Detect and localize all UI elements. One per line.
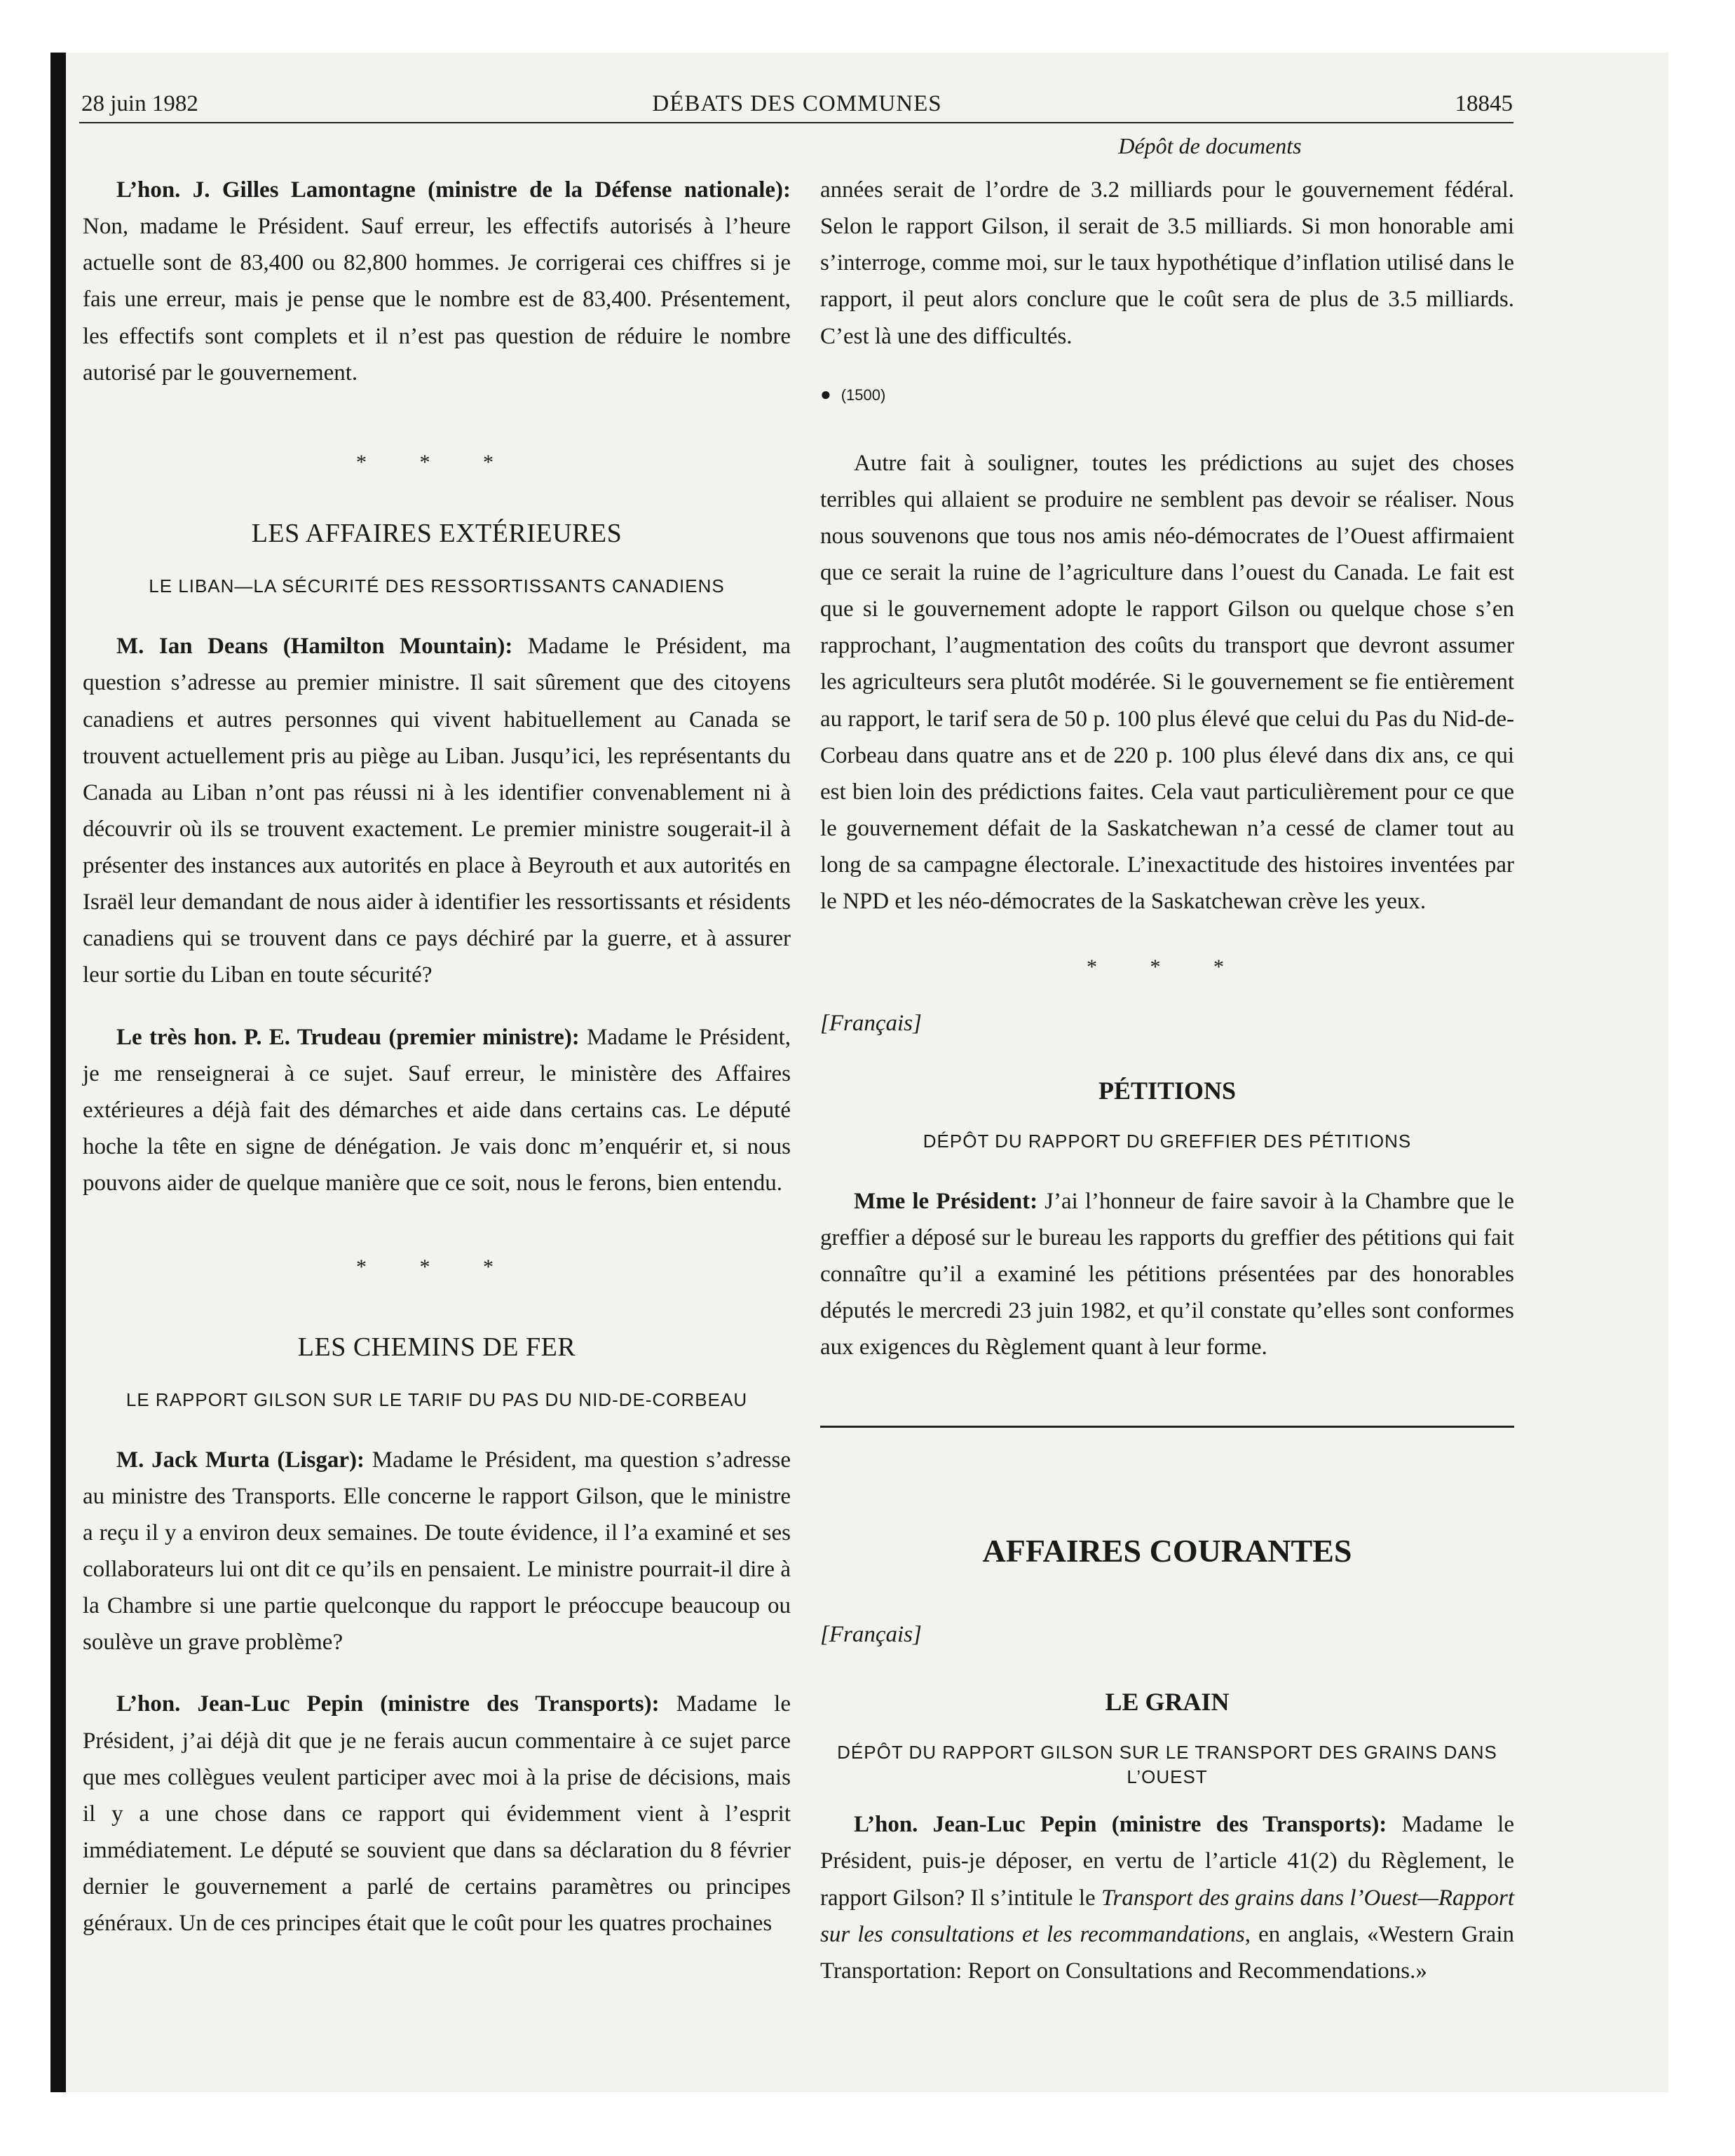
paragraph bbox=[83, 1442, 791, 1661]
subsection-heading: DÉPÔT DU RAPPORT DU GREFFIER DES PÉTITIONS bbox=[923, 1130, 1412, 1152]
section-heading: LE GRAIN bbox=[1105, 1688, 1230, 1717]
speech-text: Madame le Président, puis-je déposer, en vertu de l’article 41(2) du Règlement, le rapport Gilson? Il s’intitule le bbox=[820, 1812, 1514, 1911]
paragraph bbox=[83, 1019, 791, 1202]
speech-text: , en anglais, «Western Grain Transportation: Report on Consultations and Recommendations.» bbox=[820, 1921, 1514, 1984]
bullet-icon: ● bbox=[820, 383, 831, 404]
left-column bbox=[83, 172, 791, 1942]
speaker-name: Le très hon. P. E. Trudeau (premier ministre): bbox=[116, 1024, 580, 1050]
section-heading: LES CHEMINS DE FER bbox=[297, 1332, 576, 1362]
document-title: Transport des grains dans l’Ouest—Rapport sur les consultations et les recommandations bbox=[820, 1885, 1514, 1947]
speech-text: J’ai l’honneur de faire savoir à la Chambre que le greffier a déposé sur le bureau les rapports du greffier des pétitions qui fait connaître qu’il a examiné les pétitions présentées par des honorables députés le mercredi 23 juin 1982, et qu’il constate qu’elles sont conformes aux exigences du Règlement quant à leur forme. bbox=[820, 1188, 1514, 1360]
language-marker: [Français] bbox=[820, 1010, 922, 1036]
section-heading: LES AFFAIRES EXTÉRIEURES bbox=[251, 519, 622, 549]
speech-text: Madame le Président, je me renseignerai à ce sujet. Sauf erreur, le ministère des Affaires extérieures a déjà fait des démarches et aide dans certains cas. Le député hoche la tête en signe de dénégation. Je vais donc m’enquérir et, si nous pouvons aider de quelque manière que ce soit, nous le ferons, bien entendu. bbox=[83, 1024, 791, 1196]
speaker-name: M. Ian Deans (Hamilton Mountain): bbox=[116, 634, 513, 660]
section-heading: PÉTITIONS bbox=[1098, 1076, 1237, 1105]
right-column bbox=[820, 172, 1514, 1989]
speaker-name: L’hon. Jean-Luc Pepin (ministre des Transports): bbox=[854, 1812, 1387, 1838]
subsection-heading: LE LIBAN—LA SÉCURITÉ DES RESSORTISSANTS CANADIENS bbox=[149, 575, 725, 597]
section-separator: * * * bbox=[1087, 955, 1248, 979]
header-rule bbox=[79, 122, 1513, 123]
speech-text: Madame le Président, ma question s’adresse au ministre des Transports. Elle concerne le rapport Gilson, que le ministre a reçu il y a environ deux semaines. De toute évidence, il l’a examiné et ses collaborateurs lui ont dit ce qu’ils en pensaient. Le ministre pourrait-il dire à la Chambre si une partie quelconque du rapport le préoccupe beaucoup ou soulève un grave problème? bbox=[83, 1447, 791, 1656]
paragraph: Autre fait à souligner, toutes les prédictions au sujet des choses terribles qui allaient se produire ne semblent pas devoir se réaliser. Nous nous souvenons que tous nos amis néo-démocrates de l’Ouest affirmaient que ce serait la ruine de l’agriculture dans l’ouest du Canada. Le fait est que si le gouvernement adopte le rapport Gilson ou quelque chose s’en rapprochant, l’augmentation des coûts du transport que devront assumer les agriculteurs sera plutôt modérée. Si le gouvernement se fie entièrement au rapport, le tarif sera de 50 p. 100 plus élevé que celui du Pas du Nid-de-Corbeau dans quatre ans et de 220 p. 100 plus élevé dans dix ans, ce qui est bien loin des prédictions faites. Cela vaut particulièrement pour ce que le gouvernement défait de la Saskatchewan n’a cessé de clamer tout au long de sa campagne électorale. L’inexactitude des histoires inventées par le NPD et les néo-démocrates de la Saskatchewan crève les yeux. bbox=[820, 450, 1514, 915]
speaker-name: Mme le Président: bbox=[854, 1188, 1038, 1214]
paragraph bbox=[83, 628, 791, 993]
section-separator: * * * bbox=[356, 1255, 517, 1279]
paragraph bbox=[83, 172, 791, 391]
paragraph: années serait de l’ordre de 3.2 milliards pour le gouvernement fédéral. Selon le rapport Gilson, il serait de 3.5 milliards. Si mon honorable ami s’interroge, comme moi, sur le taux hypothétique d’inflation utilisé dans le rapport, il peut alors conclure que le coût sera de plus de 3.5 milliards. C’est là une des difficultés. bbox=[820, 177, 1514, 349]
speech-text: Madame le Président, j’ai déjà dit que je ne ferais aucun commentaire à ce sujet parce que mes collègues veulent participer avec moi à la prise de décisions, mais il y a une chose dans ce rapport qui évidemment vient à l’esprit immédiatement. Le député se souvient que dans sa déclaration du 8 février dernier le gouvernement a parlé de certains paramètres ou principes généraux. Un de ces principes était que le coût pour les quatres prochaines bbox=[83, 1691, 791, 1937]
section-divider bbox=[820, 1426, 1514, 1428]
time-marker bbox=[820, 380, 1514, 409]
speaker-name: L’hon. J. Gilles Lamontagne (ministre de la Défense nationale): bbox=[116, 177, 791, 203]
header-title: DÉBATS DES COMMUNES bbox=[652, 91, 942, 116]
page-number: 18845 bbox=[1455, 91, 1513, 116]
running-title: Dépôt de documents bbox=[1118, 133, 1302, 158]
paragraph bbox=[820, 1806, 1514, 1989]
time-stamp: (1500) bbox=[841, 386, 886, 404]
subsection-heading: LE RAPPORT GILSON SUR LE TARIF DU PAS DU NID-DE-CORBEAU bbox=[125, 1389, 748, 1410]
major-section-heading: AFFAIRES COURANTES bbox=[982, 1533, 1352, 1569]
language-marker: [Français] bbox=[820, 1622, 922, 1648]
paragraph bbox=[820, 1183, 1514, 1366]
section-separator: * * * bbox=[356, 450, 517, 474]
paragraph bbox=[83, 1686, 791, 1942]
speaker-name: L’hon. Jean-Luc Pepin (ministre des Transports): bbox=[116, 1691, 660, 1717]
speaker-name: M. Jack Murta (Lisgar): bbox=[116, 1447, 365, 1473]
speech-text: Non, madame le Président. Sauf erreur, les effectifs autorisés à l’heure actuelle sont de 83,400 ou 82,800 hommes. Je corrigerai ces chiffres si je fais une erreur, mais je pense que le nombre est de 83,400. Présentement, les effectifs sont complets et il n’est pas question de réduire le nombre autorisé par le gouvernement. bbox=[83, 214, 791, 386]
scan-edge bbox=[50, 53, 66, 2092]
header-date: 28 juin 1982 bbox=[81, 91, 198, 116]
subsection-heading: DÉPÔT DU RAPPORT GILSON SUR LE TRANSPORT DES GRAINS DANS L’OUEST bbox=[837, 1742, 1497, 1788]
speech-text: Madame le Président, ma question s’adresse au premier ministre. Il sait sûrement que des citoyens canadiens et autres personnes qui vivent habituellement au Canada se trouvent actuellement pris au piège au Liban. Jusqu’ici, les représentants du Canada au Liban n’ont pas réussi ni à les identifier convenablement ni à découvrir où ils se trouvent exactement. Le premier ministre sougerait-il à présenter des instances aux autorités en place à Beyrouth et aux autorités en Israël leur demandant de nous aider à identifier les ressortissants et résidents canadiens qui se trouvent dans ce pays déchiré par la guerre, et à assurer leur sortie du Liban en toute sécurité? bbox=[83, 634, 791, 988]
